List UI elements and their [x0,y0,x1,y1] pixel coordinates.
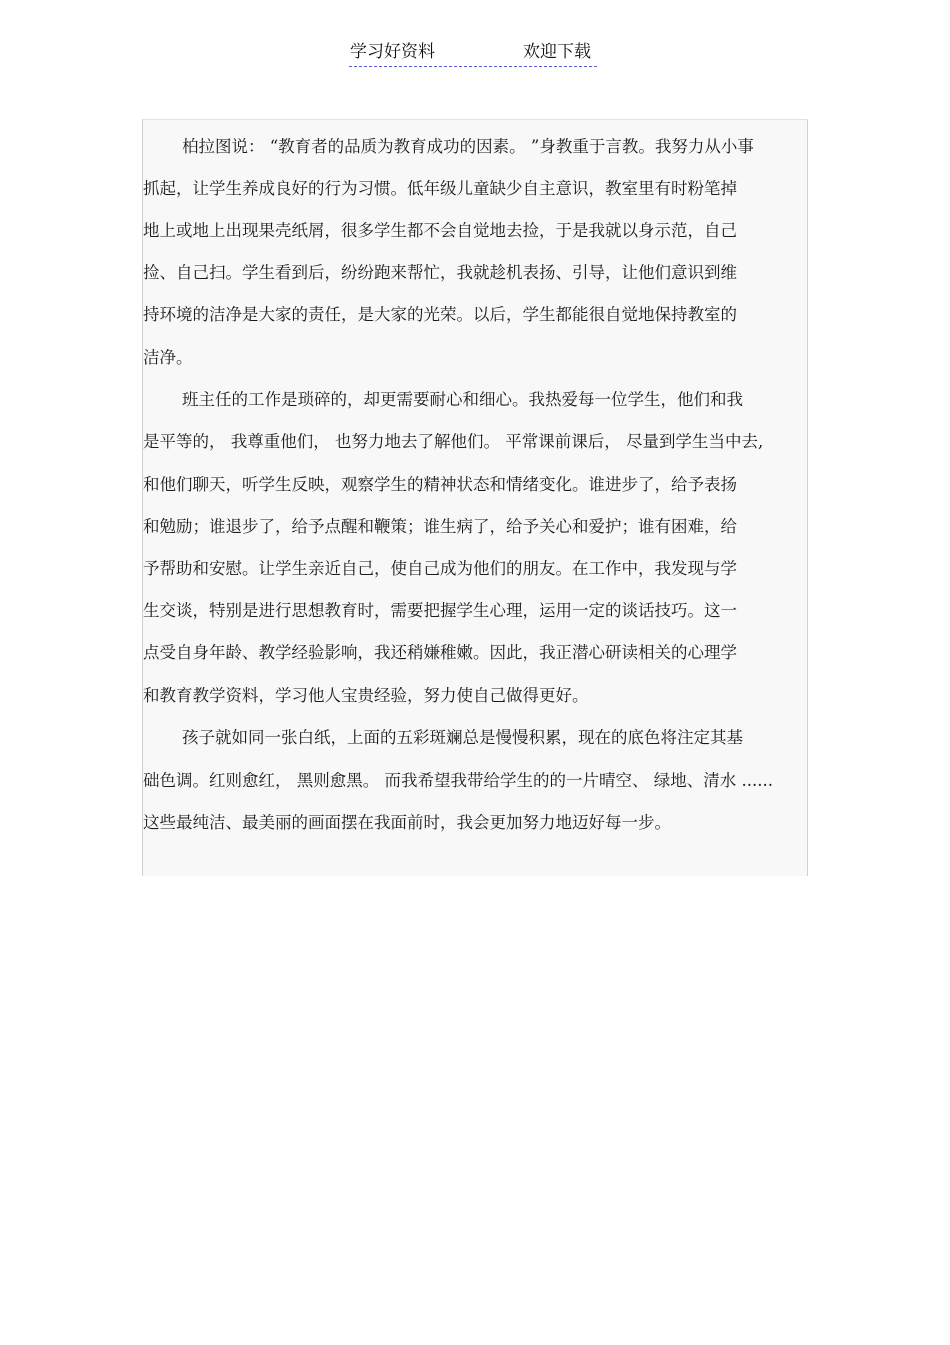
paragraph-3-line-3: 这些最纯洁、最美丽的画面摆在我面前时，我会更加努力地迈好每一步。 [143,813,671,832]
paragraph-1-line-4: 捡、自己扫。学生看到后，纷纷跑来帮忙，我就趁机表扬、引导，让他们意识到维 [143,263,737,282]
paragraph-2-line-1: 班主任的工作是琐碎的，却更需要耐心和细心。我热爱每一位学生，他们和我 [182,390,743,409]
header-right-text: 欢迎下载 [523,42,591,62]
paragraph-3-line-2: 础色调。红则愈红， 黑则愈黑。 而我希望我带给学生的的一片晴空、 绿地、清水 ...... [143,771,773,790]
paragraph-1-line-6: 洁净。 [143,348,193,367]
page-header [349,40,597,67]
paragraph-1-line-5: 持环境的洁净是大家的责任，是大家的光荣。以后，学生都能很自觉地保持教室的 [143,305,737,324]
header-left-text: 学习好资料 [350,42,435,62]
paragraph-3-line-1: 孩子就如同一张白纸，上面的五彩斑斓总是慢慢积累，现在的底色将注定其基 [182,728,743,747]
paragraph-2-line-3: 和他们聊天，听学生反映，观察学生的精神状态和情绪变化。谁进步了，给予表扬 [143,475,737,494]
paragraph-2-line-4: 和勉励；谁退步了，给予点醒和鞭策；谁生病了，给予关心和爱护；谁有困难，给 [143,517,737,536]
paragraph-2-line-7: 点受自身年龄、教学经验影响，我还稍嫌稚嫩。因此，我正潜心研读相关的心理学 [143,643,737,662]
paragraph-1-line-2: 抓起，让学生养成良好的行为习惯。低年级儿童缺少自主意识，教室里有时粉笔掉 [143,179,737,198]
paragraph-1-line-1: 柏拉图说： “教育者的品质为教育成功的因素。 ”身教重于言教。我努力从小事 [182,137,754,156]
document-body [142,119,808,876]
paragraph-2-line-6: 生交谈，特别是进行思想教育时，需要把握学生心理，运用一定的谈话技巧。这一 [143,601,737,620]
paragraph-2-line-5: 予帮助和安慰。让学生亲近自己，使自己成为他们的朋友。在工作中，我发现与学 [143,559,737,578]
paragraph-2-line-2: 是平等的， 我尊重他们， 也努力地去了解他们。 平常课前课后， 尽量到学生当中去, [143,432,764,451]
paragraph-1-line-3: 地上或地上出现果壳纸屑，很多学生都不会自觉地去捡，于是我就以身示范，自己 [143,221,737,240]
paragraph-2-line-8: 和教育教学资料，学习他人宝贵经验，努力使自己做得更好。 [143,686,589,705]
